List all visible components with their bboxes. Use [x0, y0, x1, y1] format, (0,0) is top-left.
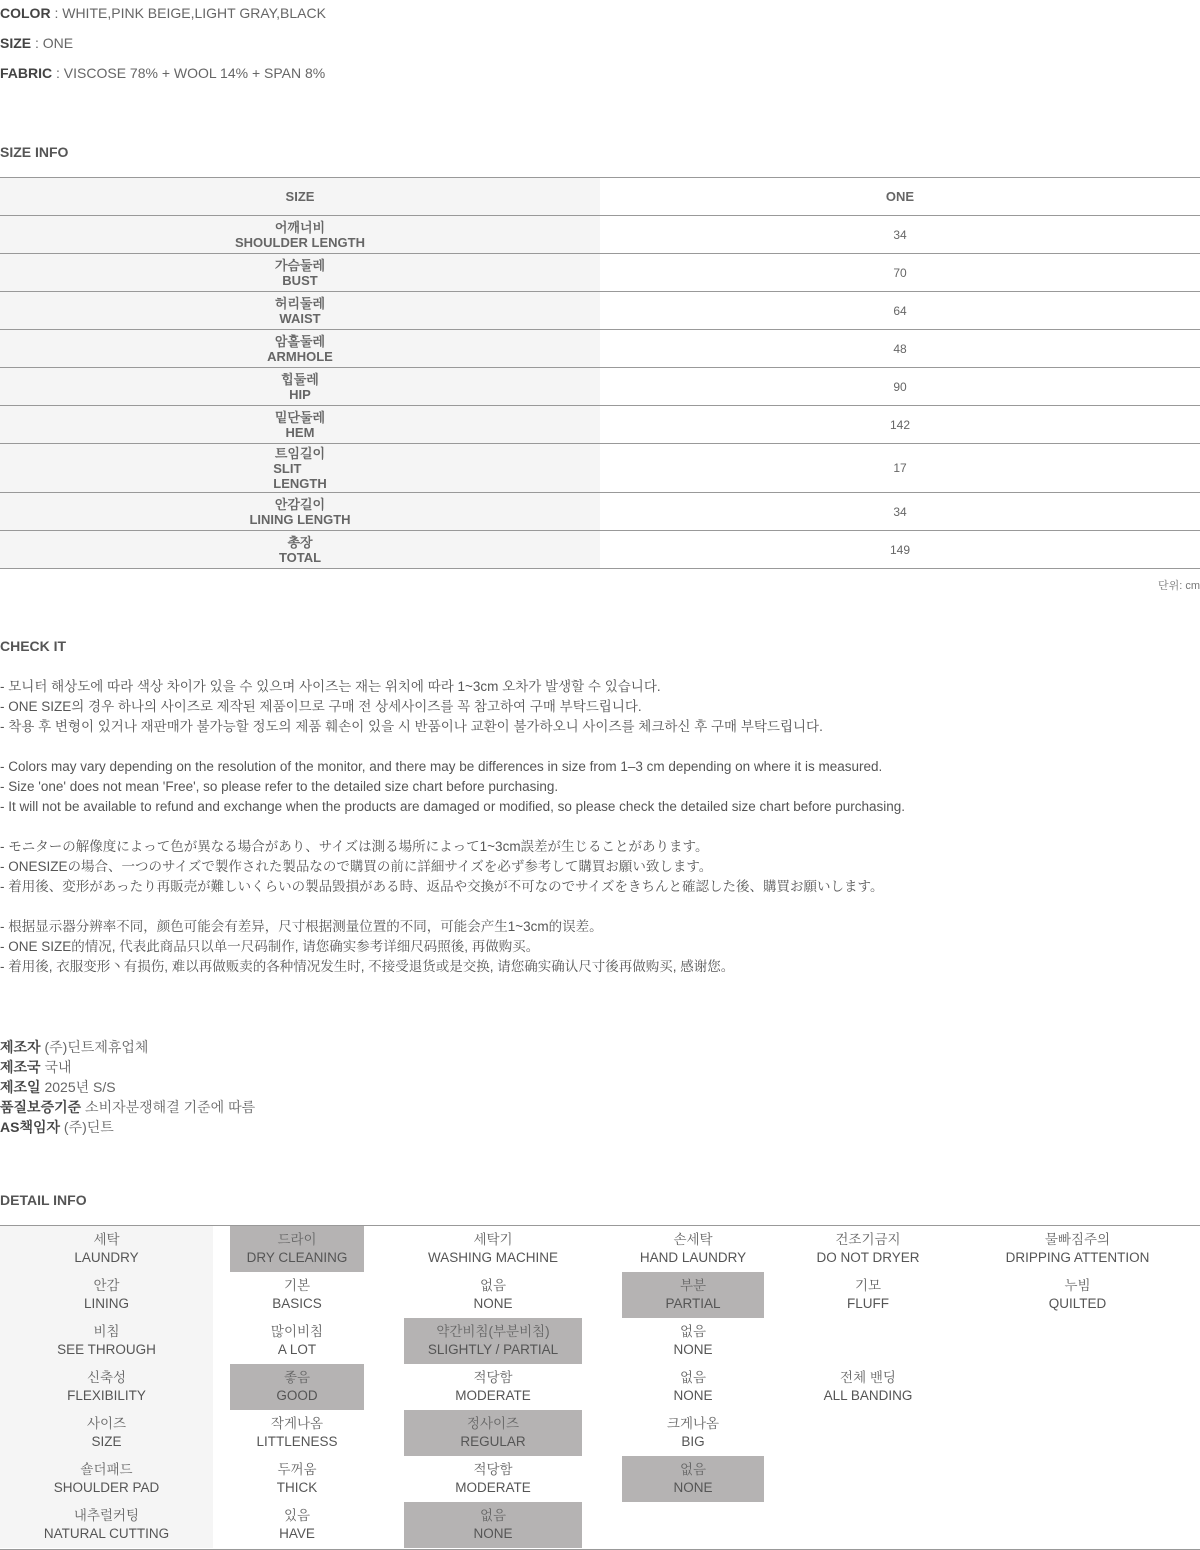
check-line: - ONESIZEの場合、一つのサイズで製作された製品なので購買の前に詳細サイズを必ず参考して購買お願い致します。 [0, 859, 713, 874]
option-kr: 적당함 [473, 1462, 513, 1477]
size-table [0, 177, 1200, 569]
size-row [0, 368, 1200, 406]
option-kr: 작게나옴 [270, 1416, 324, 1431]
maker-label: 제조자 [0, 1039, 41, 1055]
option-kr: 부분 [679, 1278, 707, 1293]
option-en: GOOD [276, 1388, 318, 1403]
size-label-kr: 총장 [287, 534, 313, 550]
detail-option [980, 1226, 1175, 1272]
option-en: MODERATE [455, 1480, 531, 1495]
detail-table [0, 1225, 1200, 1550]
size-label-en: SLIT LENGTH [273, 460, 327, 491]
detail-row [0, 1364, 1200, 1410]
option-en: NONE [673, 1342, 713, 1357]
option-en: BIG [681, 1434, 705, 1449]
option-kr: 없음 [679, 1324, 707, 1339]
option-kr: 기본 [283, 1278, 311, 1293]
option-en: BASICS [272, 1296, 322, 1311]
spec-value: VISCOSE 78% + WOOL 14% + SPAN 8% [63, 65, 326, 81]
detail-option [230, 1226, 364, 1272]
option-en: SIZE [91, 1434, 122, 1449]
option-en: HAND LAUNDRY [639, 1250, 747, 1265]
size-row [0, 292, 1200, 330]
size-row [0, 493, 1200, 531]
detail-option [404, 1502, 582, 1548]
option-en: NONE [473, 1526, 513, 1541]
option-kr: 숄더패드 [80, 1462, 133, 1477]
size-row-value: 70 [893, 265, 907, 280]
option-kr: 안감 [93, 1278, 120, 1293]
detail-info-title: DETAIL INFO [0, 1192, 87, 1208]
option-en: SLIGHTLY / PARTIAL [427, 1342, 559, 1357]
detail-category [0, 1226, 213, 1272]
size-label-kr: 힙둘레 [281, 371, 319, 387]
detail-option [774, 1364, 962, 1410]
size-header-value: ONE [885, 189, 915, 204]
size-label-en: SHOULDER LENGTH [235, 234, 365, 250]
size-label-kr: 암홀둘레 [274, 333, 326, 349]
detail-row [0, 1318, 1200, 1364]
detail-option [774, 1226, 962, 1272]
option-kr: 있음 [283, 1508, 311, 1523]
size-label-kr: 밑단둘레 [274, 409, 326, 425]
maker-value: (주)딘트제휴업체 [44, 1039, 149, 1055]
check-line: - Size 'one' does not mean 'Free', so please refer to the detailed size chart before purchasing. [0, 779, 559, 794]
check-paragraph [0, 757, 905, 817]
detail-category [0, 1364, 213, 1410]
option-kr: 사이즈 [86, 1416, 127, 1431]
option-en: SHOULDER PAD [53, 1480, 160, 1495]
option-en: LITTLENESS [256, 1434, 338, 1449]
size-row-label [0, 493, 600, 530]
size-row [0, 531, 1200, 569]
size-info-title: SIZE INFO [0, 144, 69, 160]
size-label-en: HEM [285, 424, 315, 440]
size-label-kr: 트임길이 [274, 445, 326, 461]
detail-option [230, 1364, 364, 1410]
option-kr: 약간비침(부분비침) [436, 1324, 550, 1339]
option-kr: 드라이 [277, 1232, 317, 1247]
option-kr: 내추럴커팅 [73, 1508, 140, 1523]
size-row [0, 216, 1200, 254]
option-kr: 없음 [679, 1370, 707, 1385]
detail-category [0, 1502, 213, 1548]
maker-label: 제조일 [0, 1079, 41, 1095]
detail-option [622, 1318, 764, 1364]
option-en: NATURAL CUTTING [43, 1526, 170, 1541]
maker-line [0, 1077, 255, 1097]
detail-row [0, 1226, 1200, 1272]
check-line: - ONE SIZE的情况, 代表此商品只以单一尺码制作, 请您确实参考详细尺码照後, 再做购买。 [0, 939, 540, 954]
option-en: DRIPPING ATTENTION [1005, 1250, 1150, 1265]
maker-value: 소비자분쟁해결 기준에 따름 [85, 1099, 256, 1115]
option-kr: 신축성 [86, 1370, 127, 1385]
detail-option [404, 1318, 582, 1364]
detail-option [622, 1456, 764, 1502]
detail-option [404, 1410, 582, 1456]
detail-row [0, 1272, 1200, 1318]
check-line: - 착용 후 변형이 있거나 재판매가 불가능할 정도의 제품 훼손이 있을 시 반품이나 교환이 불가하오니 사이즈를 체크하신 후 구매 부탁드립니다. [0, 719, 823, 734]
maker-line [0, 1117, 255, 1137]
size-row-value: 64 [893, 303, 907, 318]
size-row-label [0, 254, 600, 291]
size-label-kr: 어깨너비 [274, 219, 326, 235]
size-label-en: BUST [282, 272, 318, 288]
option-kr: 정사이즈 [466, 1416, 520, 1431]
maker-line [0, 1097, 255, 1117]
size-table-header [0, 178, 1200, 216]
option-en: HAVE [279, 1526, 315, 1541]
size-row-value: 34 [893, 504, 907, 519]
maker-value: 국내 [44, 1059, 72, 1075]
check-line: - 根据显示器分辨率不同，颜色可能会有差异，尺寸根据测量位置的不同，可能会产生1~3cm的误差。 [0, 919, 603, 934]
size-row-label [0, 531, 600, 568]
detail-row [0, 1456, 1200, 1502]
size-row-value: 90 [893, 379, 907, 394]
option-kr: 두꺼움 [277, 1462, 317, 1477]
option-kr: 없음 [479, 1508, 507, 1523]
option-kr: 손세탁 [673, 1232, 713, 1247]
check-line: - It will not be available to refund and exchange when the products are damaged or modified, so please check the detailed size chart before purchasing. [0, 799, 906, 814]
detail-option [622, 1364, 764, 1410]
size-row-value: 142 [889, 417, 911, 432]
size-row [0, 406, 1200, 444]
spec-color: COLOR : WHITE,PINK BEIGE,LIGHT GRAY,BLACK [0, 5, 326, 21]
maker-value: 2025년 S/S [44, 1079, 116, 1095]
check-line: - 着用後, 衣服变形丶有损伤, 难以再做贩卖的各种情况发生时, 不接受退货或是交换, 请您确实确认尺寸後再做购买, 感谢您。 [0, 959, 735, 974]
check-line: - モニターの解像度によって色が異なる場合があり、サイズは測る場所によって1~3cm誤差が生じることがあります。 [0, 839, 709, 854]
detail-option [230, 1318, 364, 1364]
option-en: DRY CLEANING [246, 1250, 348, 1265]
check-paragraph [0, 837, 905, 897]
detail-option [980, 1272, 1175, 1318]
option-en: FLUFF [847, 1296, 889, 1311]
option-en: NONE [673, 1480, 713, 1495]
option-en: PARTIAL [665, 1296, 721, 1311]
option-kr: 물빠짐주의 [1044, 1232, 1111, 1247]
maker-label: 품질보증기준 [0, 1099, 82, 1115]
spec-value: ONE [42, 35, 74, 51]
detail-category [0, 1410, 213, 1456]
option-en: SEE THROUGH [57, 1342, 156, 1357]
size-label-en: WAIST [279, 310, 321, 326]
option-en: FLEXIBILITY [67, 1388, 146, 1403]
option-kr: 누빔 [1064, 1278, 1091, 1293]
size-row-value: 48 [893, 341, 907, 356]
option-en: LAUNDRY [74, 1250, 139, 1265]
option-kr: 적당함 [473, 1370, 513, 1385]
check-line: - 모니터 해상도에 따라 색상 차이가 있을 수 있으며 사이즈는 재는 위치에 따라 1~3cm 오차가 발생할 수 있습니다. [0, 679, 661, 694]
spec-value: WHITE,PINK BEIGE,LIGHT GRAY,BLACK [62, 5, 326, 21]
option-en: MODERATE [455, 1388, 531, 1403]
check-paragraph [0, 917, 905, 977]
spec-size: SIZE : ONE [0, 35, 74, 51]
detail-row [0, 1410, 1200, 1456]
size-row-label [0, 330, 600, 367]
maker-label: 제조국 [0, 1059, 41, 1075]
option-en: A LOT [277, 1342, 317, 1357]
size-label-en: HIP [289, 386, 311, 402]
size-row-label [0, 444, 600, 492]
size-row [0, 444, 1200, 493]
option-kr: 크게나옴 [666, 1416, 720, 1431]
size-row-label [0, 406, 600, 443]
maker-line [0, 1057, 255, 1077]
spec-label: FABRIC [0, 65, 53, 81]
option-kr: 세탁 [93, 1232, 120, 1247]
check-line: - Colors may vary depending on the resolution of the monitor, and there may be differences in size from 1–3 cm depending on where it is measured. [0, 759, 883, 774]
unit-note: 단위: cm [1157, 580, 1200, 592]
check-line: - 着用後、変形があったり再販売が難しいくらいの製品毀損がある時、返品や交換が不可なのでサイズをきちんと確認した後、購買お願いします。 [0, 879, 884, 894]
size-label-en: ARMHOLE [267, 348, 333, 364]
detail-option [404, 1226, 582, 1272]
detail-option [230, 1272, 364, 1318]
detail-option [622, 1272, 764, 1318]
option-kr: 기모 [854, 1278, 882, 1293]
size-label-kr: 허리둘레 [274, 295, 326, 311]
spec-label: SIZE [0, 35, 32, 51]
option-kr: 비침 [93, 1324, 120, 1339]
spec-label: COLOR [0, 5, 51, 21]
size-header-label: SIZE [0, 178, 600, 215]
spec-fabric: FABRIC : VISCOSE 78% + WOOL 14% + SPAN 8% [0, 65, 326, 81]
size-row-value: 17 [893, 461, 907, 475]
option-en: ALL BANDING [823, 1388, 913, 1403]
size-row [0, 330, 1200, 368]
detail-option [622, 1410, 764, 1456]
detail-option [622, 1226, 764, 1272]
size-label-kr: 안감길이 [274, 496, 326, 512]
option-en: WASHING MACHINE [427, 1250, 558, 1265]
option-kr: 없음 [679, 1462, 707, 1477]
option-kr: 건조기금지 [835, 1232, 901, 1247]
maker-line [0, 1037, 255, 1057]
detail-option [230, 1502, 364, 1548]
size-label-en: LINING LENGTH [249, 511, 351, 527]
option-kr: 좋음 [283, 1370, 311, 1385]
option-kr: 많이비침 [270, 1324, 324, 1339]
maker-value: (주)딘트 [63, 1119, 114, 1135]
option-en: NONE [473, 1296, 513, 1311]
size-row [0, 254, 1200, 292]
check-it-title: CHECK IT [0, 638, 67, 654]
detail-option [230, 1410, 364, 1456]
detail-category [0, 1456, 213, 1502]
size-label-en: TOTAL [278, 549, 322, 565]
size-label-kr: 가슴둘레 [274, 257, 326, 273]
check-line: - ONE SIZE의 경우 하나의 사이즈로 제작된 제품이므로 구매 전 상세사이즈를 꼭 참고하여 구매 부탁드립니다. [0, 699, 642, 714]
detail-option [404, 1456, 582, 1502]
detail-category [0, 1272, 213, 1318]
detail-option [404, 1272, 582, 1318]
size-row-label [0, 292, 600, 329]
option-en: REGULAR [460, 1434, 526, 1449]
check-it-notes [0, 677, 905, 997]
check-paragraph [0, 677, 905, 737]
maker-info [0, 1037, 255, 1137]
option-kr: 없음 [479, 1278, 507, 1293]
option-en: LINING [83, 1296, 129, 1311]
detail-option [404, 1364, 582, 1410]
size-row-value: 149 [889, 542, 911, 557]
detail-option [774, 1272, 962, 1318]
option-en: THICK [276, 1480, 318, 1495]
size-row-label [0, 368, 600, 405]
maker-label: AS책임자 [0, 1119, 61, 1135]
size-row-value: 34 [893, 227, 907, 242]
detail-option [230, 1456, 364, 1502]
option-kr: 전체 밴딩 [840, 1370, 896, 1385]
option-en: NONE [673, 1388, 713, 1403]
option-en: QUILTED [1048, 1296, 1107, 1311]
option-kr: 세탁기 [473, 1232, 513, 1247]
size-row-label [0, 216, 600, 253]
detail-category [0, 1318, 213, 1364]
detail-row [0, 1502, 1200, 1548]
option-en: DO NOT DRYER [816, 1250, 920, 1265]
